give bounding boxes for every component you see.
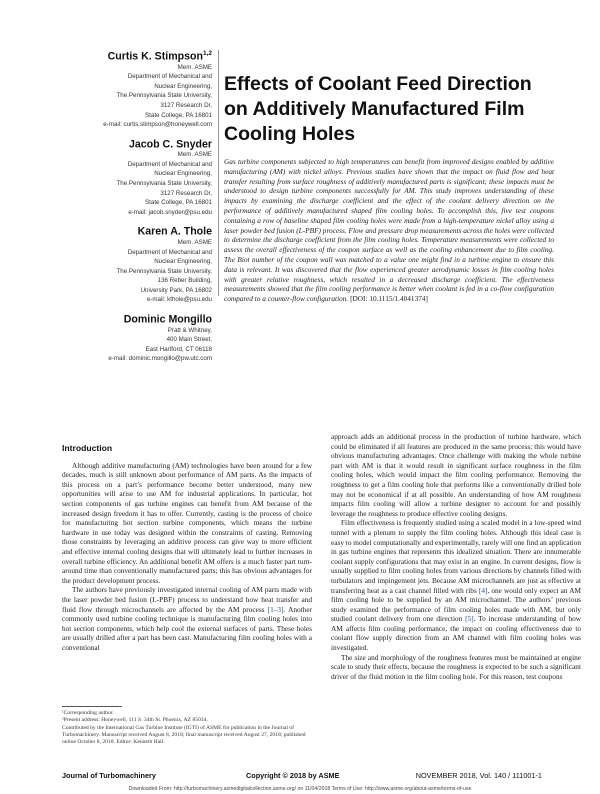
author-affiliation-line: The Pennsylvania State University, — [116, 180, 212, 187]
author-divider — [218, 50, 219, 296]
author-affiliation-line: Pratt & Whitney, — [167, 326, 212, 334]
paper-title: Effects of Coolant Feed Direction on Additively Manufactured Film Cooling Holes — [224, 73, 532, 145]
author-name: Jacob C. Snyder — [128, 138, 212, 151]
author-affiliation-line: Department of Mechanical and — [127, 73, 212, 81]
author-affiliation-line: State College, PA 16801 — [145, 111, 212, 119]
author-entry — [66, 313, 212, 364]
author-affiliation-line: East Hartford, CT 06118 — [145, 345, 212, 353]
journal-name: Journal of Turbomachinery — [62, 771, 156, 780]
footnote-divider — [62, 706, 122, 707]
abstract-text: Gas turbine components subjected to high temperatures can benefit from improved designs enabled by additive manufacturing (AM) with nickel alloys. Previous studies have shown that the impact on fluid flow and heat transfer resulting from surface roughness of additively manufactured parts is significant; these impacts must be understood to design turbine components successfully for AM. This study improves understanding of these impacts by examining the discharge coefficient and the effect of the coolant delivery direction on the performance of additively manufactured shaped film cooling holes. To accomplish this, five test coupons containing a row of baseline shaped film cooling holes were made from a high-temperature nickel alloy using a laser powder bed fusion (L-PBF) process. Flow and pressure drop measurements across the holes were collected to determine the discharge coefficient from the film cooling holes. Temperature measurements were collected to assess the overall effectiveness of the coupon surface as well as the cooling enhancement due to film cooling. The Biot number of the coupon wall was matched to a value one might find in a turbine engine to ensure this data is relevant. It was discovered that the flow experienced greater aerodynamic losses in film cooling holes with greater relative roughness, which resulted in a decreased discharge coefficient. The effectiveness measurements showed that the film cooling performance is better when coolant is fed in a co-flow configuration compared to a counter-flow configuration. — [224, 157, 554, 304]
footnote-manuscript-info: Contributed by the International Gas Turbine Institute (IGTI) of ASME for publication in the Journal of Turbomachinery. Manuscript received August 8, 2018; final manuscript received August 27, 2018; published online October 8, 2018. Editor: Kenneth Hall. — [62, 724, 306, 746]
citation-link[interactable]: [4] — [478, 585, 488, 595]
author-email[interactable]: e-mail: dominic.mongillo@pw.utc.com — [108, 355, 212, 363]
author-email[interactable]: e-mail: kthole@psu.edu — [146, 296, 212, 304]
body-paragraph: Although additive manufacturing (AM) technologies have been around for a few decades, much is still unknown about performance of AM parts. As the impacts of this process on a part’s performance become better understood, many new opportunities will arise to use AM for industrial applications. In particular, hot section components of gas turbine engines can benefit from AM because of the increased design freedom it has to offer. Currently, casting is the process of choice for manufacturing hot section turbine components, which means the turbine hardware in use today was designed within the constraints of casting. Removing those constraints by leveraging an additive process can give way to more efficient and effective internal cooling designs that will ultimately lead to further increases in overall turbine efficiency. An additional benefit AM offers is a much faster part turn-around time than conventionally manufactured parts; this has obvious advantages for the product development process. — [62, 460, 312, 585]
author-name: Karen A. Thole — [137, 225, 212, 238]
author-affiliation-line: Department of Mechanical and — [127, 248, 212, 256]
footnote-corresponding: ¹Corresponding author. — [62, 710, 114, 716]
author-entry — [66, 225, 212, 305]
author-affiliation-line: Nuclear Engineering, — [154, 258, 212, 266]
author-email[interactable]: e-mail: curtis.stimpson@honeywell.com — [103, 121, 212, 129]
author-affiliation-line: Nuclear Engineering, — [154, 170, 212, 178]
body-paragraph: approach adds an additional process in the production of turbine hardware, which could be eliminated if all features are produced in the same process; this would have obvious manufacturing advantages. Once challenge with making the whole turbine part with AM is that it would result in significant surface roughness in the film cooling holes, which would impact the film cooling performance. Removing the roughness to get a film cooling hole that performs like a conventionally drilled hole may not be economical if at all possible. An understanding of how AM roughness impacts film cooling will allow a turbine designer to account for and possibly leverage the roughness to produce effective cooling designs. — [331, 432, 581, 518]
author-affiliation-line: University Park, PA 16802 — [140, 286, 212, 294]
footnote-present-address: ²Present address: Honeywell, 111 S. 34th St. Phoenix, AZ 85034. — [62, 717, 208, 724]
author-affiliation-line: 400 Main Street, — [166, 336, 212, 344]
author-affiliation-line: 136 Reber Building, — [157, 277, 212, 285]
body-paragraph: The authors have previously investigated internal cooling of AM parts made with the laser powder bed fusion (L-PBF) process to understand how heat transfer and fluid flow through microchannels are affected by the AM process [1–3]. Another commonly used turbine cooling technique is manufacturing film cooling holes into hot section components, which help cool the external surfaces of parts. These holes are usually drilled after a part has been cast. Manufacturing film cooling holes with a conventional — [62, 585, 312, 652]
body-right-column — [331, 432, 581, 681]
author-entry — [66, 138, 212, 218]
page-footer — [62, 771, 542, 783]
copyright-notice: Copyright © 2018 by ASME — [246, 771, 340, 780]
doi-link[interactable]: [DOI: 10.1115/1.4041374] — [350, 294, 428, 304]
author-affiliation-line: Mem. ASME — [177, 151, 212, 159]
footnotes — [62, 710, 312, 746]
download-notice: Downloaded From: http://turbomachinery.asmedigitalcollection.asme.org/ on 11/04/2018 Terms of Use: http://www.asme.org/about-asme/terms-of-use — [128, 786, 472, 792]
author-affiliation-line: Department of Mechanical and — [127, 160, 212, 168]
abstract — [224, 157, 554, 304]
author-affiliation-line: 3127 Research Dr, — [160, 189, 212, 197]
author-affiliation-line: 3127 Research Dr, — [160, 101, 212, 109]
author-affiliation-line: The Pennsylvania State University, — [116, 267, 212, 275]
citation-link[interactable]: [5] — [465, 614, 474, 624]
issue-page-number: NOVEMBER 2018, Vol. 140 / 111001-1 — [415, 771, 542, 780]
body-left-column — [62, 432, 312, 652]
author-affiliation-line: Nuclear Engineering, — [154, 82, 212, 90]
body-paragraph: Film effectiveness is frequently studied using a scaled model in a low-speed wind tunnel with a plenum to supply the film cooling holes. Although this ideal case is easy to model computationally and experimentally, rarely will one find an application in gas turbine engines that represents this idealized situation. There are innumerable coolant supply configurations that may exist in an engine. In current designs, flow is usually supplied to film cooling holes from various directions by channels filled with turbulators and impingement jets. Because AM microchannels are just as effective at transferring heat as a cast channel filled with ribs [4], one would only expect an AM film cooling hole to be supplied by an AM microchannel. The authors’ previous study examined the performance of film cooling holes made with AM, but only studied coolant delivery from one direction [5]. To increase understanding of how AM affects film cooling performance, the impact on cooling effectiveness due to coolant flow supply direction from an AM channel with film cooling holes was investigated. — [331, 518, 582, 653]
author-affiliation-line: Mem. ASME — [177, 238, 212, 246]
body-paragraph: The size and morphology of the roughness features must be maintained at engine scale to study their effects, because the roughness is expected to be such a significant driver of the fluid motion in the film cooling hole. For this reason, test coupons — [331, 652, 581, 681]
author-name: Curtis K. Stimpson$^{1,2}$ — [107, 50, 212, 63]
author-name: Dominic Mongillo — [123, 313, 212, 326]
section-heading-introduction: Introduction — [62, 443, 113, 453]
author-email[interactable]: e-mail: jacob.snyder@psu.edu — [128, 208, 212, 216]
author-affiliation-line: The Pennsylvania State University, — [116, 92, 212, 100]
author-entry — [66, 50, 212, 130]
author-affiliation-line: State College, PA 16801 — [145, 199, 212, 207]
citation-link[interactable]: [1–3] — [267, 604, 284, 614]
author-block — [66, 50, 212, 372]
author-affiliation-line: Mem. ASME — [177, 63, 212, 71]
